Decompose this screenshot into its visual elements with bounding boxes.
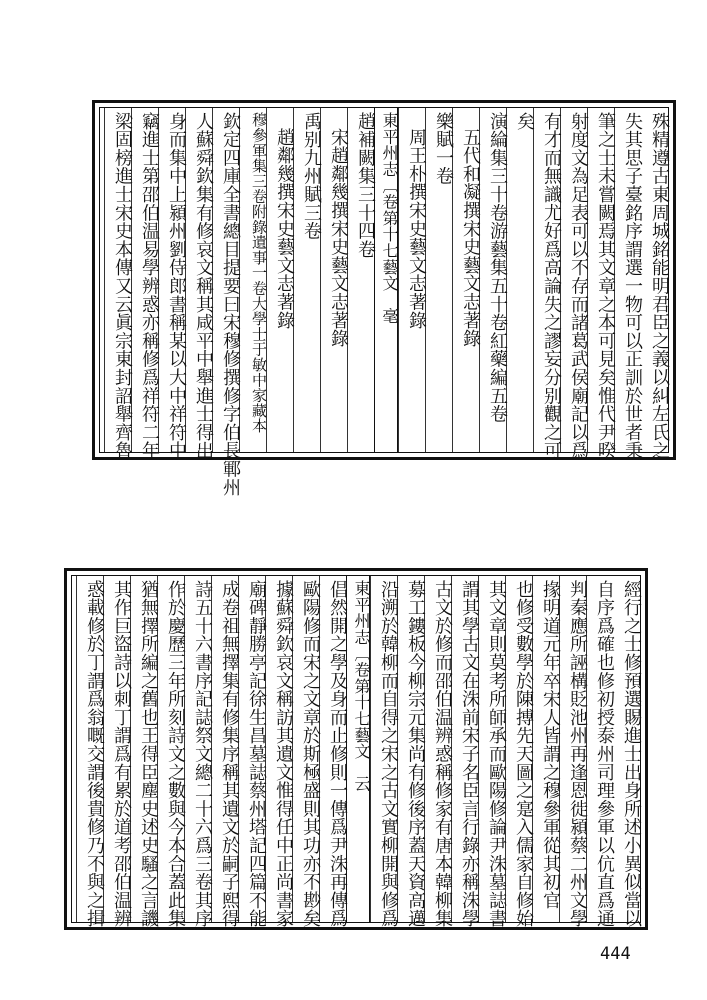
top-col-2 <box>614 108 643 460</box>
bottom-header-col <box>346 576 370 922</box>
top-col-6 <box>506 108 533 452</box>
bottom-col-7 <box>451 576 480 928</box>
top-text-block <box>92 100 676 497</box>
top-col-12 <box>347 108 374 452</box>
top-col-text: 穆參軍集三卷附錄遺事一卷大學士于敏中家藏本 <box>250 112 268 434</box>
bottom-col-16 <box>211 576 240 928</box>
bottom-col-text: 自序爲確也修初授泰州司理參軍以伉直爲通 <box>594 580 615 928</box>
top-col-text: 矣 <box>514 112 535 131</box>
bottom-col-15 <box>238 576 267 928</box>
bottom-col-13 <box>292 576 321 928</box>
top-col-text: 筆之士未嘗闕焉其文章之本可見矣惟代尹暌 <box>595 112 616 460</box>
top-header-col <box>374 108 398 452</box>
bottom-col-2 <box>586 576 615 928</box>
bottom-header-text: 東平州志〔卷第十七藝文 云 <box>352 580 371 792</box>
bottom-text-block <box>64 568 648 930</box>
top-col-text: 欽定四庫全書總目提要曰宋穆修撰修字伯長鄆州 <box>220 112 241 497</box>
bottom-col-text: 作於慶歷三年所刻詩文之數與今本合蓋此集 <box>165 580 186 928</box>
top-col-17 <box>212 108 241 497</box>
bottom-col-20 <box>103 576 132 928</box>
top-col-text: 有才而無識尤好爲高論失之謬妄分别觀之可 <box>541 112 562 460</box>
top-col-3 <box>587 108 616 460</box>
top-col-10 <box>398 108 425 452</box>
bottom-col-6 <box>478 576 507 928</box>
top-col-text: 殊精遵古東周城銘能明君臣之義以糾左氏之 <box>649 112 670 460</box>
top-col-text: 五代和凝撰宋史藝文志著錄 <box>460 128 481 348</box>
bottom-col-3 <box>559 576 588 928</box>
bottom-col-text: 掾明道元年卒宋人皆謂之穆參軍從其初官 <box>540 580 561 910</box>
top-col-text: 人蘇舜欽集有修哀文稱其咸平中舉進士得出 <box>193 112 214 460</box>
bottom-col-12 <box>319 576 348 928</box>
bottom-col-text: 惑載修於丁謂爲翁嘅交謂後貴修乃不與之揖 <box>84 580 105 928</box>
top-col-8 <box>452 108 479 452</box>
bottom-col-1 <box>613 576 642 928</box>
bottom-col-text: 古文於修而邵伯温辨惑稱修家有唐本韓柳集 <box>432 580 453 928</box>
bottom-col-text: 倡然開之學及身而止修則一傳爲尹洙再傳爲 <box>327 580 348 928</box>
bottom-col-text: 成卷祖無擇集有修集序稱其遺文於嗣子熙得 <box>219 580 240 928</box>
bottom-col-text: 廟碑靜勝亭記徐生昌墓誌蔡州塔記四篇不能 <box>246 580 267 928</box>
bottom-col-5 <box>505 576 534 928</box>
top-col-15 <box>266 108 293 452</box>
top-col-text: 身而集中上潁州劉侍郎書稱某以大中祥符中 <box>166 112 187 460</box>
bottom-col-text: 據蘇舜欽哀文稱訪其遺文惟得任中正尚書家 <box>273 580 294 928</box>
top-col-text: 射度文為足表可以不存而諸葛武侯廟記以爲 <box>568 112 589 460</box>
top-col-text: 趙補闕集三十四卷 <box>355 112 376 259</box>
top-col-text: 梁固榜進士宋史本傳又云眞宗東封詔舉齊魯 <box>112 112 133 460</box>
bottom-col-text: 詩五十六書序記誌祭文總二十六爲三卷其序 <box>192 580 213 928</box>
top-col-14 <box>293 108 320 452</box>
top-col-text: 周王朴撰宋史藝文志著錄 <box>406 128 427 330</box>
top-col-20 <box>131 108 160 460</box>
top-col-7 <box>479 108 506 452</box>
bottom-col-14 <box>265 576 294 928</box>
bottom-col-8 <box>424 576 453 928</box>
top-col-text: 竊進士第邵伯温易學辨惑亦稱修爲祥符二年 <box>139 112 160 460</box>
bottom-col-19 <box>130 576 159 928</box>
top-col-text: 宋趙鄰幾撰宋史藝文志著錄 <box>328 128 349 348</box>
bottom-col-text: 判秦應所誣構貶池州再逢恩徙潁蔡二州文學 <box>567 580 588 928</box>
top-header-text: 東平州志〔卷第十七藝文 毫 <box>380 112 399 324</box>
bottom-col-text: 猶無擇所編之舊也王得臣塵史述史騷之言譏 <box>138 580 159 928</box>
bottom-col-text: 其文章則莫考所師承而歐陽修論尹洙墓誌書 <box>486 580 507 928</box>
bottom-col-text: 謂其學古文在洙前宋子名臣言行錄亦稱洙學 <box>459 580 480 928</box>
top-col-21 <box>104 108 133 460</box>
top-col-4 <box>560 108 589 460</box>
top-col-5 <box>533 108 562 460</box>
bottom-col-text: 歐陽修而宋之文章於斯極盛則其功亦不尠矣 <box>300 580 321 928</box>
bottom-col-text: 也修受數學於陳搏先天圖之寔入儒家自修始 <box>513 580 534 928</box>
top-col-1 <box>641 108 670 460</box>
bottom-col-text: 經行之士修預選賜進士出身所述小異似當以 <box>621 580 642 928</box>
bottom-col-18 <box>157 576 186 928</box>
top-col-text: 演綸集三十卷游藝集五十卷紅藥編五卷 <box>487 112 508 424</box>
bottom-col-9 <box>397 576 426 928</box>
bottom-columns <box>71 575 642 928</box>
top-col-text: 禹别九州賦三卷 <box>301 112 322 241</box>
top-col-19 <box>158 108 187 460</box>
top-col-text: 失其思子臺銘序謂選一物可以正訓於世者秉 <box>622 112 643 460</box>
top-col-16 <box>239 108 266 452</box>
top-col-18 <box>185 108 214 460</box>
top-col-text: 樂賦一卷 <box>433 112 454 186</box>
bottom-col-text: 募工鏤板今柳宗元集尚有修後序蓋天資高邁 <box>405 580 426 928</box>
bottom-col-text: 沿溯於韓柳而自得之宋之古文實柳開與修爲 <box>378 580 399 928</box>
top-col-9 <box>425 108 452 452</box>
bottom-col-4 <box>532 576 559 922</box>
top-columns <box>99 107 670 497</box>
page-number: 444 <box>600 944 631 964</box>
bottom-col-text: 其作巨盜詩以刺丁謂爲有累於道考邵伯温辨 <box>111 580 132 928</box>
top-col-text: 趙鄰幾撰宋史藝文志著錄 <box>274 128 295 330</box>
bottom-col-10 <box>370 576 399 928</box>
bottom-col-21 <box>76 576 105 928</box>
top-col-13 <box>320 108 347 452</box>
bottom-col-17 <box>184 576 213 928</box>
